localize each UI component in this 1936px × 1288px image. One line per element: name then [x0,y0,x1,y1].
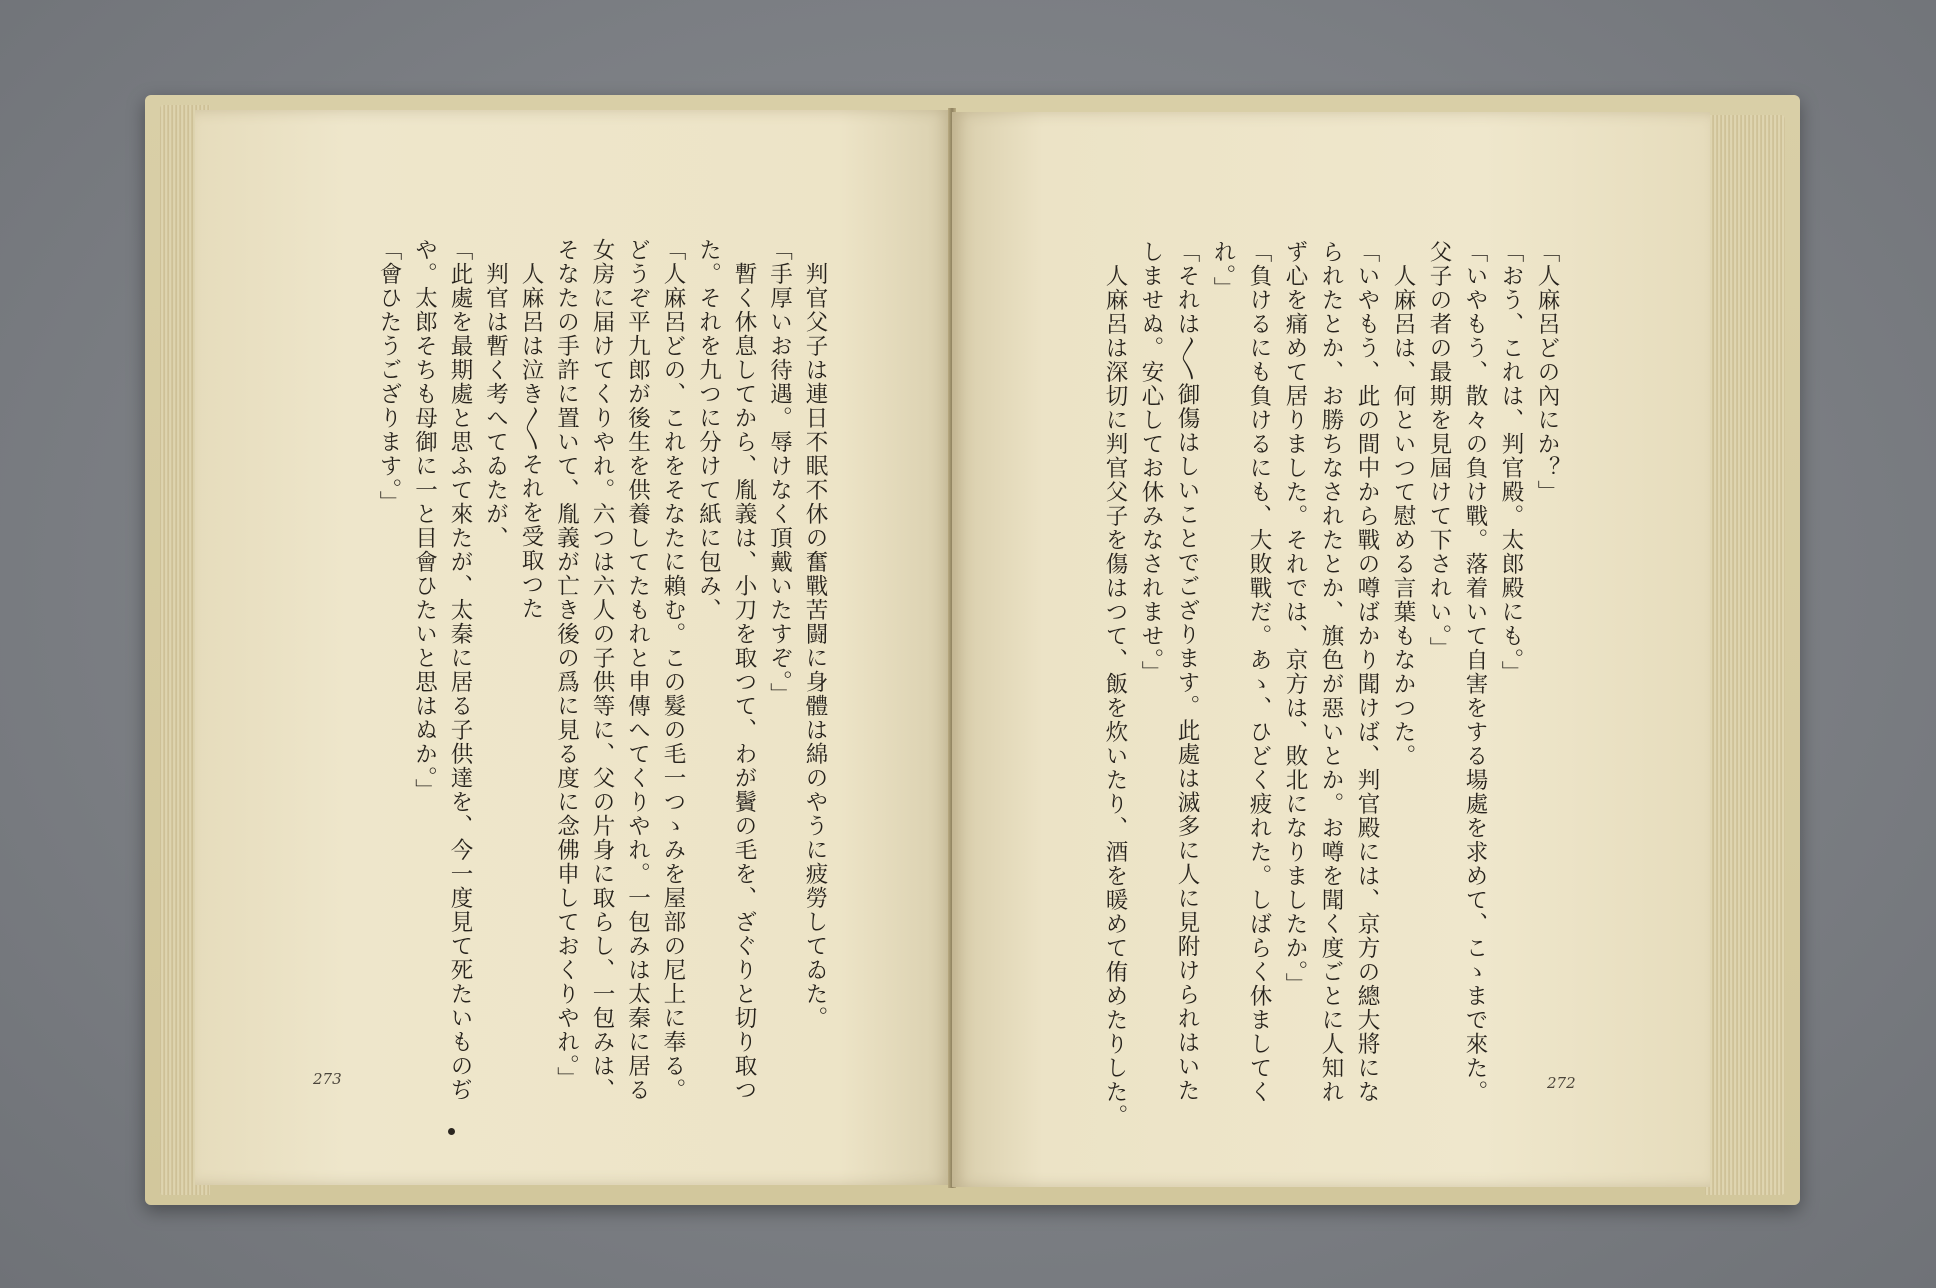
text-column: 「手厚いお待遇。辱けなく頂戴いたすぞ。」 [766,238,793,707]
text-column: 「おう、これは、判官殿。太郎殿にも。」 [1498,240,1524,685]
left-page-number: 273 [313,1070,342,1088]
right-page [952,112,1710,1187]
text-column: ず心を痛めて居りました。それでは、京方は、敗北になりましたか。」 [1282,240,1308,997]
text-column: 「負けるにも負けるにも、大敗戰だ。あゝ、ひどく疲れた。しばらく休ましてく [1246,240,1272,1104]
text-column: 「いやもう、散々の負け戰。落着いて自害をする場處を求めて、こゝまで來た。 [1462,240,1488,1104]
right-page-edges [1705,115,1785,1195]
text-column: 女房に届けてくりやれ。六つは六人の子供等に、父の片身に取らし、一包みは、 [589,238,615,1102]
right-page-number: 272 [1547,1074,1576,1092]
text-column: れ。」 [1210,240,1236,301]
text-column: 「人麻呂どの、これをそなたに賴む。この髮の毛一つゝみを屋部の尼上に奉る。 [660,238,686,1102]
text-column: た。それを九つに分けて紙に包み、 [695,238,722,622]
text-column: 「それは〳〵御傷はしいことでござります。此處は滅多に人に見附けられはいた [1174,240,1200,1103]
text-column: 「いやもう、此の間中から戰の噂ばかり聞けば、判官殿には、京方の總大將にな [1354,240,1380,1104]
text-column: 「會ひたうござります。」 [376,238,402,515]
text-column: 「此處を最期處と思ふて來たが、太秦に居る子供達を、今一度見て死たいものぢ [447,238,473,1102]
text-column: そなたの手許に置いて、胤義が亡き後の爲に見る度に念佛申しておくりやれ。」 [553,238,580,1091]
text-column: 人麻呂は深切に判官父子を傷はつて、飯を炊いたり、酒を暖めて侑めたりした。 [1102,264,1128,1128]
text-column: 暫く休息してから、胤義は、小刀を取つて、わが鬢の毛を、ざぐりと切り取つ [731,262,757,1102]
text-column: られたとか、お勝ちなされたとか、旗色が惡いとか。お噂を聞く度ごとに人知れ [1318,240,1344,1104]
text-column: 「人麻呂どの內にか？」 [1534,240,1560,504]
left-page [195,110,952,1185]
text-column: 人麻呂は、何といつて慰める言葉もなかつた。 [1390,264,1416,768]
text-column: 判官は暫く考へてゐたが、 [482,262,509,550]
text-column: 父子の者の最期を見屆けて下されい。」 [1426,240,1452,661]
text-column: 人麻呂は泣き〳〵それを受取つた [518,262,544,621]
text-column: 判官父子は連日不眠不休の奮戰苦闘に身體は綿のやうに疲勞してゐた。 [802,262,828,1030]
text-column: しませぬ。安心してお休みなされませ。」 [1138,240,1164,685]
text-column: や。太郎そちも母御に一と目會ひたいと思はぬか。」 [411,238,438,803]
ink-speck [448,1128,455,1135]
text-column: どうぞ平九郎が後生を供養してたもれと申傳へてくりやれ。一包みは太秦に居る [624,238,651,1102]
